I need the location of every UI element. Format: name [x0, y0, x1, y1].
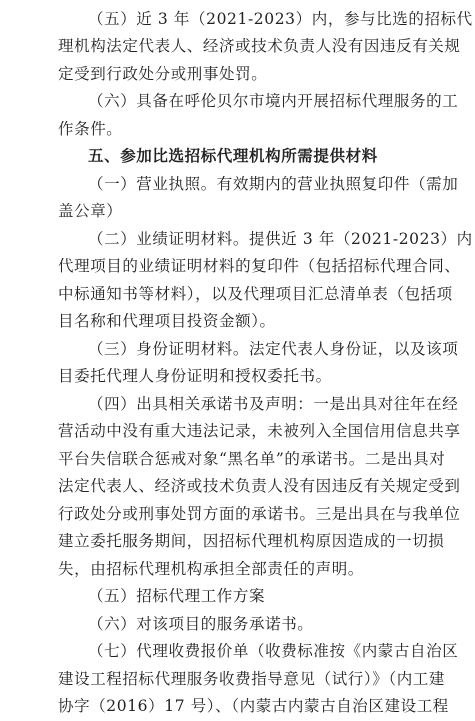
text-line: 平台失信联合惩戒对象“黑名单”的承诺书。二是出具对 — [58, 450, 446, 468]
text-line: 作条件。 — [58, 120, 123, 138]
text-line: 定受到行政处分或刑事处罚。 — [58, 65, 268, 83]
text-line: （一）营业执照。有效期内的营业执照复印件（需加 — [88, 175, 459, 193]
text-line: （六）具备在呼伦贝尔市境内开展招标代理服务的工 — [88, 92, 459, 110]
section-heading: 五、参加比选招标代理机构所需提供材料 — [88, 147, 378, 165]
text-line: 协字（2016）17 号）、（内蒙古内蒙古自治区建设工程 — [58, 697, 449, 715]
text-line: 失，由招标代理机构承担全部责任的声明。 — [58, 560, 364, 578]
text-line: （六）对该项目的服务承诺书。 — [88, 615, 314, 633]
text-line: 建立委托服务期间，因招标代理机构原因造成的一切损 — [58, 532, 445, 550]
text-line: 代理项目的业绩证明材料的复印件（包括招标代理合同、 — [58, 257, 461, 275]
text-line: 理机构法定代表人、经济或技术负责人没有因违反有关规 — [58, 37, 461, 55]
text-line: 盖公章） — [58, 202, 123, 220]
text-line: （五）近 3 年（2021-2023）内，参与比选的招标代 — [88, 10, 473, 28]
text-line: 目名称和代理项目投资金额）。 — [58, 312, 276, 330]
text-line: （四）出具相关承诺书及声明：一是出具对往年在经 — [88, 395, 459, 413]
text-line: 建设工程招标代理服务收费指导意见（试行）》（内工建 — [58, 670, 446, 688]
text-line: （五）招标代理工作方案 — [88, 587, 266, 605]
text-line: （七）代理收费报价单（收费标准按《内蒙古自治区 — [88, 642, 459, 660]
text-line: 目委托代理人身份证明和授权委托书。 — [58, 367, 332, 385]
text-line: 营活动中没有重大违法记录，未被列入全国信用信息共享 — [58, 422, 461, 440]
text-line: （二）业绩证明材料。提供近 3 年（2021-2023）内 — [88, 230, 473, 248]
text-line: 法定代表人、经济或技术负责人没有因违反有关规定受到 — [58, 477, 461, 495]
text-line: （三）身份证明材料。法定代表人身份证，以及该项 — [88, 340, 459, 358]
text-line: 中标通知书等材料），以及代理项目汇总清单表（包括项 — [58, 285, 453, 303]
text-line: 行政处分或刑事处罚方面的承诺书。三是出具在与我单位 — [58, 505, 461, 523]
